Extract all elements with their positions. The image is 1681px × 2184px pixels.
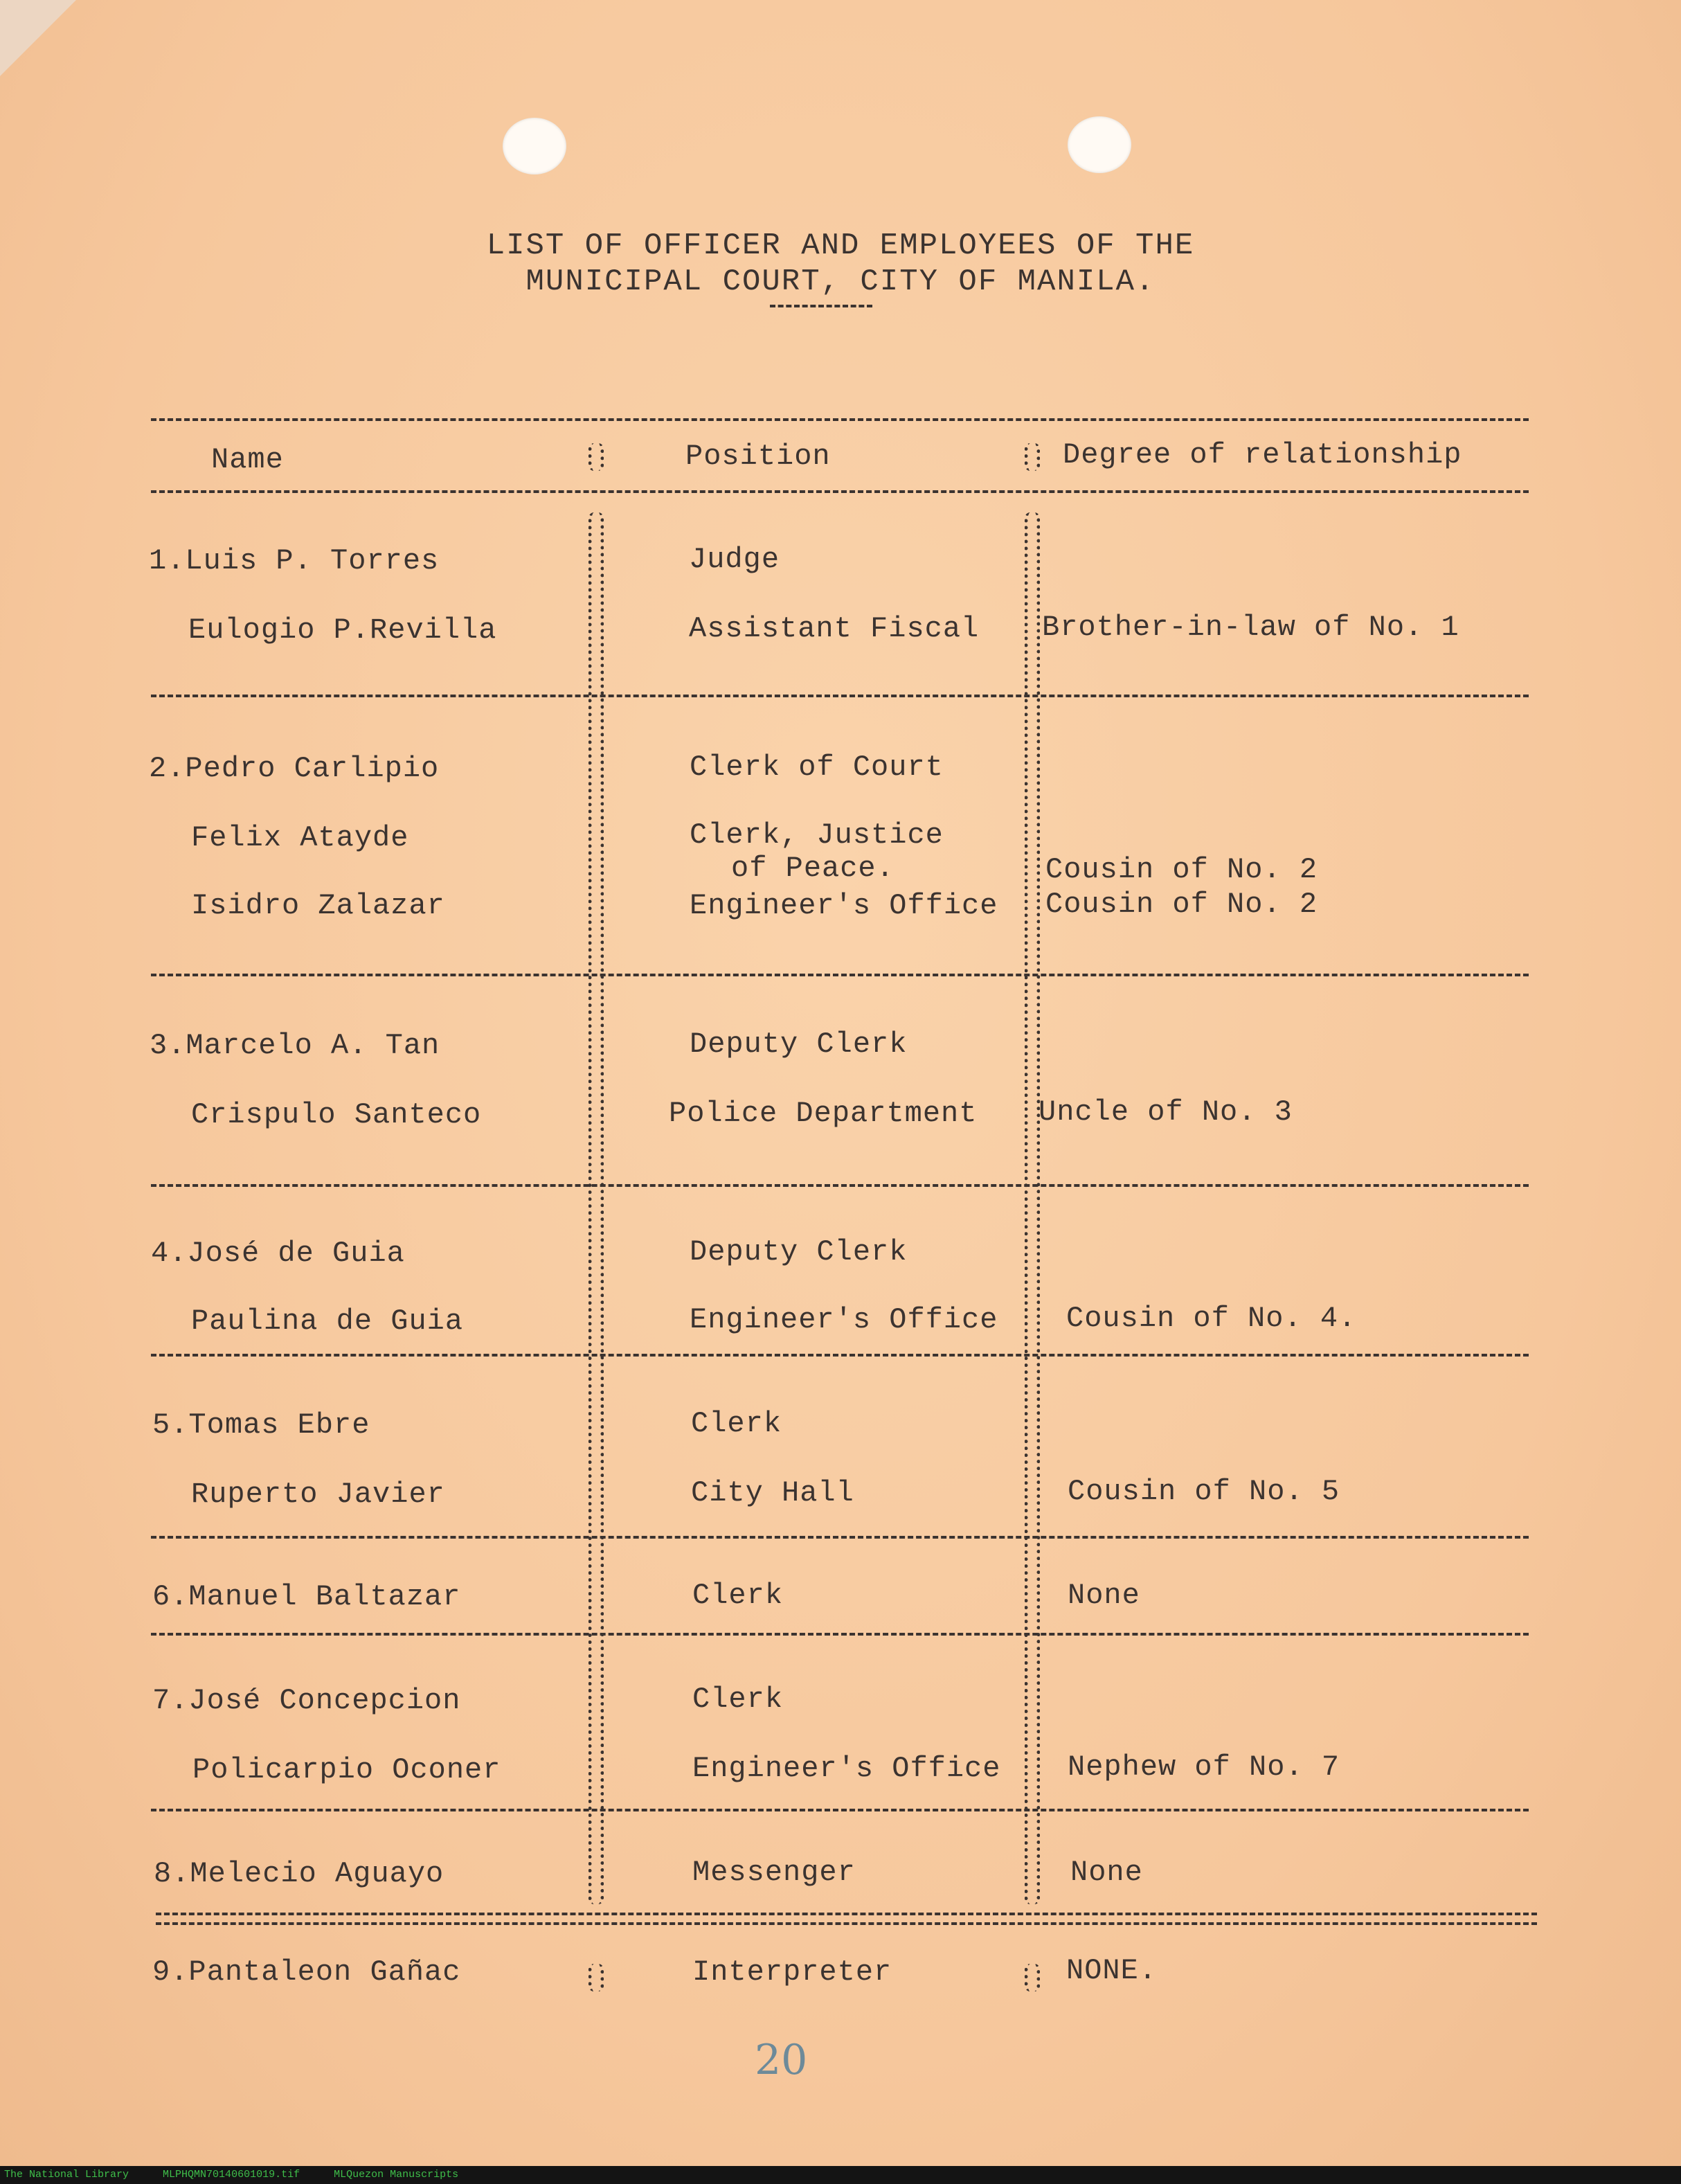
row-relationship: Uncle of No. 3 [1039, 1095, 1293, 1129]
row-relationship: Cousin of No. 5 [1068, 1475, 1340, 1508]
row-position: Police Department [669, 1097, 978, 1130]
row-name: 9.Pantaleon Gañac [152, 1955, 461, 1989]
table-top-rule [151, 418, 1529, 421]
row-position-continued: of Peace. [731, 852, 895, 885]
column-divider [588, 512, 604, 1904]
header-bottom-rule [151, 490, 1529, 493]
row-relationship: Cousin of No. 2 [1045, 853, 1318, 886]
row-relationship: None [1070, 1856, 1143, 1889]
group-divider [151, 1354, 1529, 1357]
title-underline [770, 305, 872, 307]
row-name: 3.Marcelo A. Tan [150, 1029, 440, 1062]
row-position: Interpreter [692, 1955, 892, 1989]
column-divider [1025, 443, 1040, 471]
double-divider [156, 1913, 1537, 1925]
row-position: Judge [689, 543, 780, 576]
page-number: 20 [755, 2036, 808, 2084]
row-position: Clerk of Court [690, 751, 944, 784]
row-name: Isidro Zalazar [191, 889, 445, 922]
punch-hole-left [503, 118, 566, 174]
row-relationship: Cousin of No. 2 [1045, 888, 1318, 921]
group-divider [151, 1809, 1529, 1811]
row-name: Paulina de Guia [191, 1305, 464, 1338]
folded-corner [0, 0, 76, 76]
row-name: Felix Atayde [191, 821, 409, 854]
row-position: Clerk, Justice [690, 818, 944, 852]
group-divider [151, 1184, 1529, 1187]
punch-hole-right [1068, 116, 1131, 173]
row-relationship: NONE. [1066, 1954, 1158, 1987]
group-divider [151, 1536, 1529, 1539]
column-divider [588, 1964, 604, 1991]
column-header-position: Position [685, 440, 831, 473]
column-header-relationship: Degree of relationship [1063, 438, 1462, 472]
row-position: Deputy Clerk [690, 1028, 908, 1061]
row-name: 1.Luis P. Torres [149, 544, 440, 578]
row-position: Engineer's Office [692, 1752, 1001, 1785]
row-name: 2.Pedro Carlipio [149, 752, 440, 785]
row-position: Deputy Clerk [690, 1235, 908, 1269]
group-divider [151, 1633, 1529, 1636]
footer-file-id: MLPHQMN70140601019.tif [163, 2169, 300, 2181]
group-divider [151, 974, 1529, 976]
row-position: Engineer's Office [690, 889, 998, 922]
column-header-name: Name [211, 443, 284, 476]
row-position: Messenger [692, 1856, 856, 1889]
row-name: 5.Tomas Ebre [152, 1408, 370, 1442]
row-position: City Hall [691, 1476, 854, 1510]
row-name: 4.José de Guia [151, 1237, 405, 1270]
column-divider [1025, 1964, 1040, 1991]
row-position: Assistant Fiscal [689, 612, 980, 645]
scan-footer-bar [0, 2166, 1681, 2184]
row-name: 8.Melecio Aguayo [154, 1857, 444, 1890]
row-position: Clerk [691, 1407, 782, 1440]
document-title-line2: MUNICIPAL COURT, CITY OF MANILA. [525, 265, 1156, 299]
row-relationship: Brother-in-law of No. 1 [1042, 611, 1459, 644]
row-relationship: Cousin of No. 4. [1066, 1302, 1357, 1335]
row-name: Policarpio Oconer [192, 1753, 501, 1787]
row-name: Crispulo Santeco [191, 1098, 482, 1131]
row-position: Clerk [692, 1579, 784, 1612]
row-position: Clerk [692, 1683, 784, 1716]
column-divider [1025, 512, 1040, 1904]
row-name: 7.José Concepcion [152, 1684, 461, 1717]
column-divider [588, 443, 604, 471]
footer-library: The National Library [4, 2169, 129, 2181]
row-name: Ruperto Javier [191, 1478, 445, 1511]
row-name: Eulogio P.Revilla [188, 614, 497, 647]
footer-collection: MLQuezon Manuscripts [334, 2169, 459, 2181]
row-position: Engineer's Office [690, 1303, 998, 1336]
row-relationship: None [1068, 1579, 1140, 1612]
group-divider [151, 695, 1529, 697]
row-name: 6.Manuel Baltazar [152, 1580, 461, 1613]
document-title-line1: LIST OF OFFICER AND EMPLOYEES OF THE [486, 229, 1195, 263]
row-relationship: Nephew of No. 7 [1068, 1751, 1340, 1784]
